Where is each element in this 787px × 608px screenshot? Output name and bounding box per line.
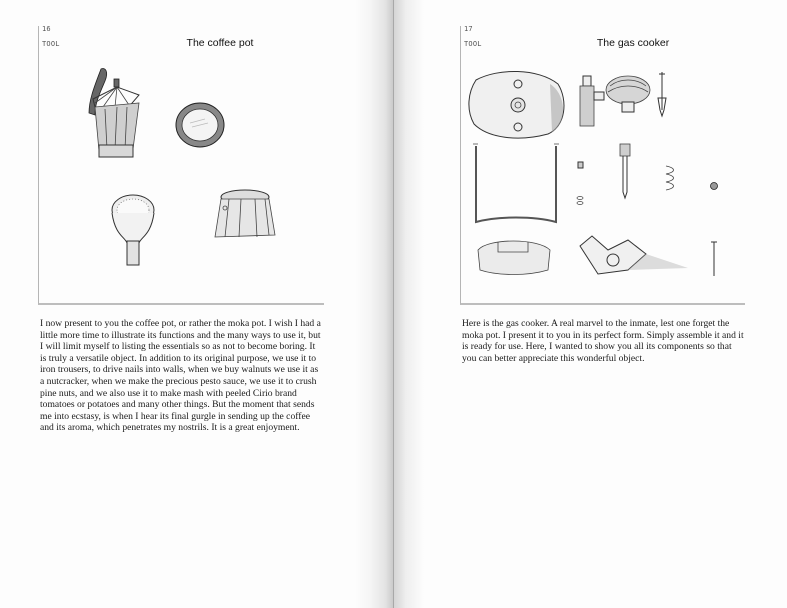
nail-drawing — [711, 242, 717, 276]
nut-drawing — [711, 183, 718, 190]
spring-drawing — [666, 166, 674, 190]
page-number-left: 16 — [42, 25, 51, 33]
page-number-right: 17 — [464, 25, 473, 33]
gas-valve-drawing — [580, 76, 604, 126]
gutter-shadow-left — [355, 0, 393, 608]
knob-drawing — [606, 76, 650, 112]
small-screw-drawing — [577, 162, 583, 205]
section-label-left: TOOL — [42, 40, 60, 48]
boiler-base-drawing — [215, 190, 275, 237]
needle-valve-drawing — [620, 144, 630, 198]
wire-frame-drawing — [473, 144, 559, 222]
coffee-pot-illustration — [75, 65, 275, 275]
body-text-right: Here is the gas cooker. A real marvel to the inmate, lest one forget the moka pot. I present it to you in its perfect form. Simply assemble it and it is ready for use. Here, I wanted to show you all its components so that you can better appreciate this wonderful object. — [462, 318, 744, 364]
burner-cap-drawing — [478, 241, 550, 275]
moka-pot-top-drawing — [89, 69, 139, 158]
page-title-right: The gas cooker — [596, 37, 670, 49]
base-bracket-drawing — [580, 236, 688, 274]
gasket-drawing — [176, 103, 224, 147]
gas-cooker-illustration — [468, 70, 748, 290]
right-page — [393, 0, 787, 608]
body-text-left: I now present to you the coffee pot, or rather the moka pot. I wish I had a little more time to illustrate its functions and the many ways to use it, but I will limit myself to listing the essentials so as not to become boring. It is truly a versatile object. In addition to its original purpose, we use it to iron trousers, to drive nails into walls, when we buy walnuts we use it as a nutcracker, when we make the precious pesto sauce, we use it to crush pine nuts, and we also use it to make mash with peeled Cirio brand tomatoes or potatoes and many other things. But the moment that sends me into ecstasy, is when I hear its final gurgle in sending up the coffee and its aroma, which penetrates my nostrils. It is a great enjoyment. — [40, 318, 321, 434]
section-label-right: TOOL — [464, 40, 482, 48]
burner-plate-drawing — [469, 71, 564, 138]
page-title-left: The coffee pot — [186, 37, 254, 49]
left-page — [0, 0, 393, 608]
filter-funnel-drawing — [112, 195, 154, 265]
pin-drawing — [658, 72, 666, 116]
